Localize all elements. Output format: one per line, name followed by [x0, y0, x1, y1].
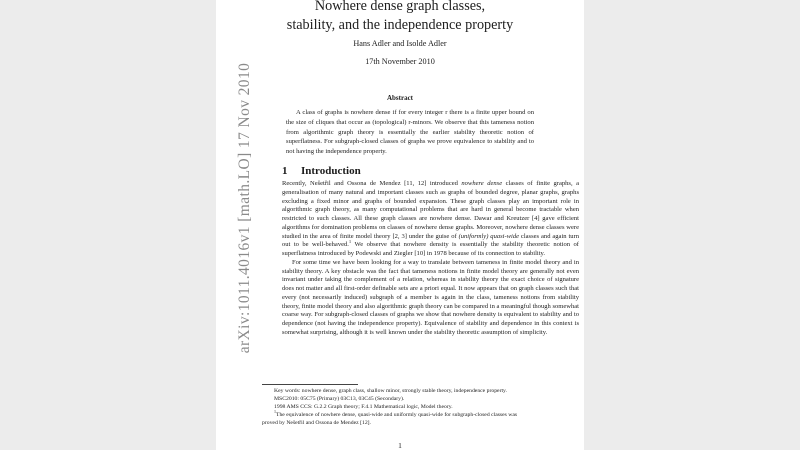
p1-em-quasi-wide: (uniformly) quasi-wide — [458, 232, 520, 240]
paragraph-1 — [282, 180, 579, 259]
abstract-text: A class of graphs is nowhere dense if for every integer r there is a finite upper bound on the size of cliques that occur as (topological) r-minors. We observe that this tameness notion from algorithmic graph theory is essentially the earlier stability theoretic notion of superflatness. For subgraph-closed classes of graphs we prove equivalence to stability and to not having the independence property. — [286, 109, 534, 156]
abstract-body — [286, 108, 534, 157]
page-number: 1 — [398, 441, 402, 450]
p1-middle: classes of finite graphs, a generalisation of many natural and important classes such as graphs of bounded degree, planar graphs, graphs excluding a fixed minor and graphs of bounded expansion. These graph classes play an important role in algorithmic graph theory, as many computational problems that are hard in general become tractable when restricted to such classes. All these graph classes are nowhere dense. Dawar and Kreutzer [4] gave efficient algorithms for domination problems on classes of nowhere dense graphs. Moreover, nowhere dense classes were studied in the area of finite model theory [2, 3] under the guise of — [282, 180, 579, 240]
footnote-1-line-1 — [262, 411, 584, 419]
footnotes — [262, 387, 584, 427]
section-title: Introduction — [301, 165, 361, 177]
footnote-rule — [262, 384, 358, 385]
section-number: 1 — [282, 165, 288, 177]
paragraph-2: For some time we have been looking for a way to translate between tameness in finite model theory and in stability theory. A key obstacle was the fact that tameness notions in finite model theory are generally not even invariant under taking the complement of a relation, whereas in stability theory the exact choice of signature does not matter and all first-order definable sets are a priori equal. It now appears that on graph classes such that every (not necessarily induced) subgraph of a member is again in the class, tameness notions from stability theory, finite model theory and also algorithmic graph theory can be compared in a meaningful though somewhat coarse way. For subgraph-closed classes of graphs we show that nowhere density is equivalent to stability and to dependence (not having the independence property). Equivalence of stability and dependence in this context is somewhat surprising, although it is well known under the stability theoretic assumption of simplicity. — [282, 258, 579, 336]
footnote-1-text: The equivalence of nowhere dense, quasi-wide and uniformly quasi-wide for subgraph-closed classes was — [275, 412, 518, 419]
authors: Hans Adler and Isolde Adler — [353, 39, 447, 48]
paper-page — [216, 0, 584, 450]
p1-end: We observe that nowhere density is essentially the stability theoretic notion of superflatness introduced by Podewski and Ziegler [10] in 1978 because of its connection to stability. — [282, 241, 579, 257]
footnote-1-line-2: proved by Nešetřil and Ossona de Mendez [12]. — [262, 420, 371, 427]
title-line-2: stability, and the independence property — [286, 17, 514, 33]
right-gutter — [584, 0, 800, 450]
abstract-heading: Abstract — [386, 94, 414, 102]
keywords-line: Key words: nowhere dense, graph class, shallow minor, strongly stable theory, independence property. — [274, 388, 507, 394]
msc-line: MSC2010: 05C75 (Primary) 03C13, 03C45 (Secondary). — [274, 396, 405, 403]
title-line-1: Nowhere dense graph classes, — [314, 0, 486, 14]
arxiv-stamp: arXiv:1011.4016v1 [math.LO] 17 Nov 2010 — [236, 62, 253, 354]
p1-em-nowhere-dense: nowhere dense — [461, 180, 503, 187]
date: 17th November 2010 — [365, 57, 435, 66]
footnote-1-mark: 1 — [274, 409, 276, 415]
section-body — [282, 180, 579, 338]
left-gutter — [0, 0, 216, 450]
p1-after-em: classes and again turn out to be well-behaved. — [282, 232, 579, 249]
p1-before-em: Recently, Nešetřil and Ossona de Mendez [11, 12] introduced — [282, 180, 462, 187]
paper-title — [216, 0, 584, 35]
acm-line: 1998 AMS CCS: G.2.2 Graph theory; F.4.1 Mathematical logic, Model theory. — [274, 404, 453, 411]
footnote-marker-1[interactable]: 1 — [348, 239, 352, 245]
section-heading — [282, 164, 542, 178]
